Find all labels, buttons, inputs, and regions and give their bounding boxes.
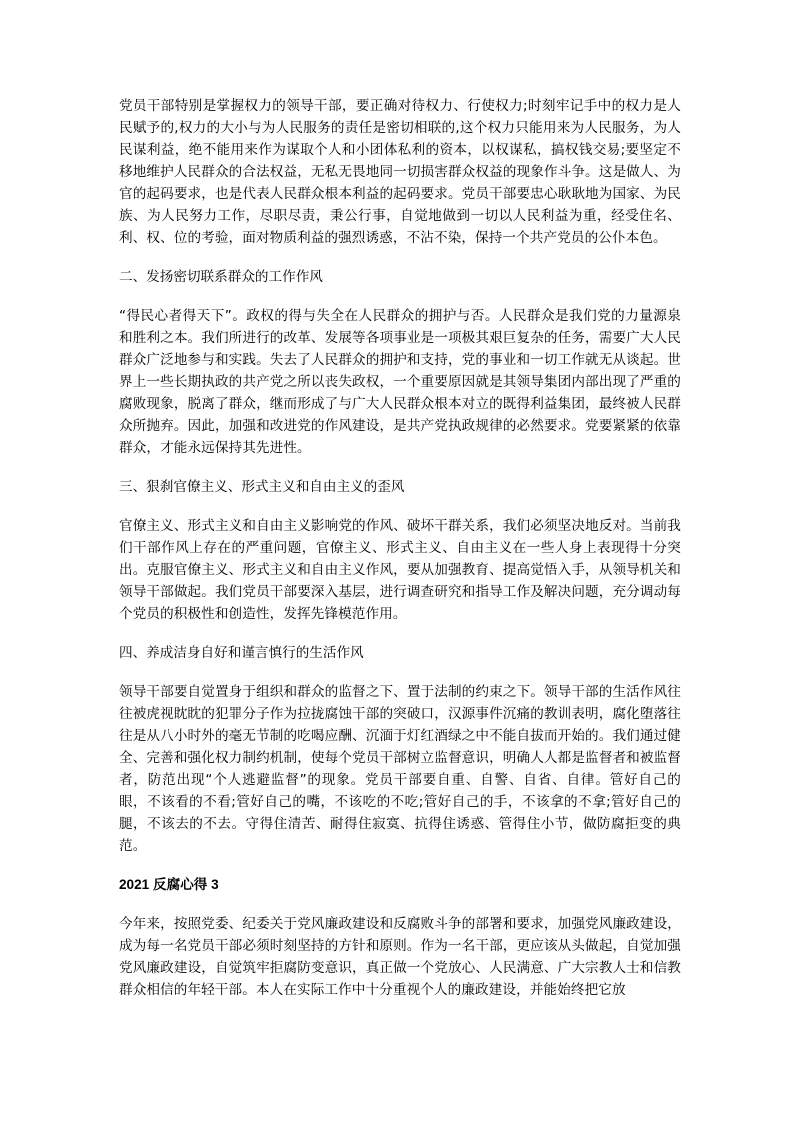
spacer <box>119 249 681 266</box>
paragraph-bureaucratism: 官僚主义、形式主义和自由主义影响党的作风、破坏干群关系，我们必须坚决地反对。当前我们干部作风上存在的严重问题，官僚主义、形式主义、自由主义在一些人身上表现得十分突出。克服官僚主义、形式主义和自由主义作风，要从加强教育、提高觉悟入手，从领导机关和领导干部做起。我们党员干部要深入基层，进行调查研究和指导工作及解决问题，充分调动每个党员的积极性和创造性，发挥先锋模范作用。 <box>119 518 681 622</box>
spacer <box>119 625 681 642</box>
article-title-3: 2021 反腐心得 3 <box>119 877 219 892</box>
spacer <box>119 664 681 681</box>
document-page <box>119 95 681 1001</box>
spacer <box>119 857 681 874</box>
spacer <box>119 896 681 913</box>
spacer <box>119 288 681 305</box>
paragraph-party-cadres-power: 党员干部特别是掌握权力的领导干部，要正确对待权力、行使权力;时刻牢记手中的权力是人民赋予的,权力的大小与为人民服务的责任是密切相联的,这个权力只能用来为人民服务，为人民谋利益，绝不能用来作为谋取个人和小团体私利的资本，以权谋私，搞权钱交易;要坚定不移地维护人民群众的合法权益，无私无畏地同一切损害群众权益的现象作斗争。这是做人、为官的起码要求，也是代表人民群众根本利益的起码要求。党员干部要忠心耿耿地为国家、为民族、为人民努力工作，尽职尽责，秉公行事，自觉地做到一切以人民利益为重，经受住名、利、权、位的考验，面对物质利益的强烈诱惑，不沾不染，保持一个共产党员的公仆本色。 <box>119 98 681 246</box>
paragraph-lifestyle: 领导干部要自觉置身于组织和群众的监督之下、置于法制的约束之下。领导干部的生活作风往往被虎视眈眈的犯罪分子作为拉拢腐蚀干部的突破口，汉源事件沉痛的教训表明，腐化堕落往往是从八小时外的毫无节制的吃喝应酬、沉湎于灯红酒绿之中不能自拔而开始的。我们通过健全、完善和强化权力制约机制，使每个党员干部树立监督意识，明确人人都是监督者和被监督者，防范出现“个人逃避监督”的现象。党员干部要自重、自警、自省、自律。管好自己的眼，不该看的不看;管好自己的嘴，不该吃的不吃;管好自己的手，不该拿的不拿;管好自己的腿，不该去的不去。守得住清苦、耐得住寂寞、抗得住诱惑、管得住小节，做防腐拒变的典范。 <box>119 684 681 854</box>
paragraph-mass-line: “得民心者得天下”。政权的得与失全在人民群众的拥护与否。人民群众是我们党的力量源泉和胜利之本。我们所进行的改革、发展等各项事业是一项极其艰巨复杂的任务，需要广大人民群众广泛地参与和实践。失去了人民群众的拥护和支持，党的事业和一切工作就无从谈起。世界上一些长期执政的共产党之所以丧失政权，一个重要原因就是其领导集团内部出现了严重的腐败现象，脱离了群众，继而形成了与广大人民群众根本对立的既得利益集团，最终被人民群众所抛弃。因此，加强和改进党的作风建设，是共产党执政规律的必然要求。党要紧紧的依靠群众，才能永远保持其先进性。 <box>119 308 681 456</box>
section-heading-3: 三、狠刹官僚主义、形式主义和自由主义的歪风 <box>119 479 405 495</box>
spacer <box>119 459 681 476</box>
section-heading-2: 二、发扬密切联系群众的工作作风 <box>119 269 323 285</box>
spacer <box>119 498 681 515</box>
paragraph-anti-corruption-intro: 今年来，按照党委、纪委关于党风廉政建设和反腐败斗争的部署和要求，加强党风廉政建设，成为每一名党员干部必须时刻坚持的方针和原则。作为一名干部，更应该从头做起，自觉加强党风廉政建设，自觉筑牢拒腐防变意识，真正做一个党放心、人民满意、广大宗教人士和信教群众相信的年轻干部。本人在实际工作中十分重视个人的廉政建设，并能始终把它放 <box>119 916 681 998</box>
section-heading-4: 四、养成洁身自好和谨言慎行的生活作风 <box>119 645 364 661</box>
